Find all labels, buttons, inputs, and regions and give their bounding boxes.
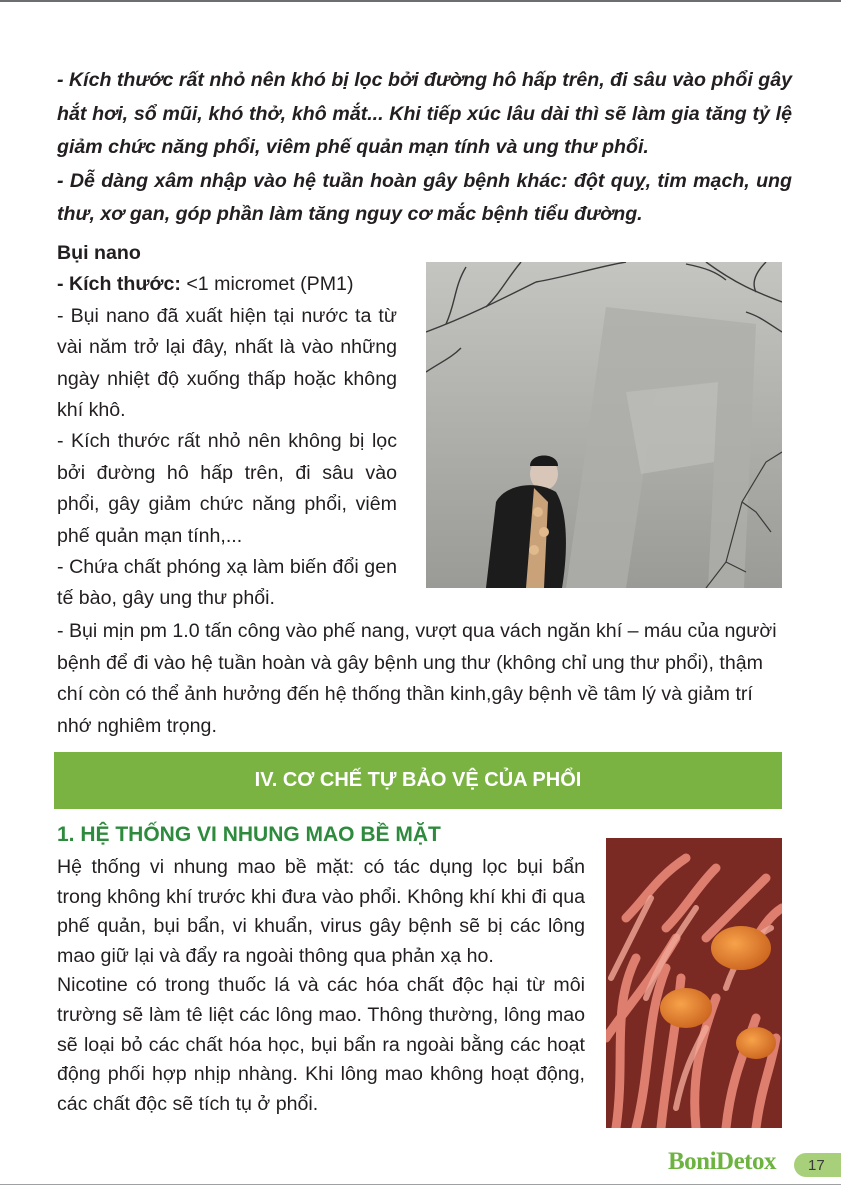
nano-point-1: - Bụi nano đã xuất hiện tại nước ta từ vài năm trở lại đây, nhất là vào những ngày nhiệt độ xuống thấp hoặc không khí khô. <box>57 304 397 422</box>
section-banner <box>54 752 782 809</box>
section-body <box>57 853 585 1119</box>
nano-size-label: - Kích thước: <box>57 273 181 296</box>
intro-bullets <box>57 64 792 232</box>
section-banner-title: IV. CƠ CHẾ TỰ BẢO VỆ CỦA PHỔI <box>254 769 582 791</box>
bottom-rule <box>0 1184 841 1185</box>
nano-size-value: <1 micromet (PM1) <box>180 273 354 296</box>
nano-section <box>57 238 397 615</box>
intro-bullet-2: - Dễ dàng xâm nhập vào hệ tuần hoàn gây bệnh khác: đột quỵ, tim mạch, ung thư, xơ gan, góp phần làm tăng nguy cơ mắc bệnh tiểu đường. <box>57 169 792 225</box>
nano-point-3: - Chứa chất phóng xạ làm biến đổi gen tế bào, gây ung thư phổi. <box>57 556 397 610</box>
top-rule <box>0 0 841 2</box>
section-paragraph-2: Nicotine có trong thuốc lá và các hóa chất độc hại từ môi trường sẽ làm tê liệt các lông mao. Thông thường, lông mao sẽ loại bỏ các chất hóa học, bụi bẩn ra ngoài bằng các hoạt động phối hợp nhịp nhàng. Khi lông mao không hoạt động, các chất độc sẽ tích tụ ở phổi. <box>57 974 585 1115</box>
cilia-photo-illustration <box>606 838 782 1128</box>
section-heading: 1. HỆ THỐNG VI NHUNG MAO BỀ MẶT <box>57 823 441 846</box>
smog-photo <box>426 262 782 588</box>
smog-photo-illustration <box>426 262 782 588</box>
cilia-photo <box>606 838 782 1128</box>
section-paragraph-1: Hệ thống vi nhung mao bề mặt: có tác dụng lọc bụi bẩn trong không khí trước khi đưa vào phổi. Không khí khi đi qua phế quản, bụi bẩn, vi khuẩn, virus gây bệnh sẽ bị các lông mao giữ lại và đẩy ra ngoài thông qua phản xạ ho. <box>57 856 585 967</box>
nano-title: Bụi nano <box>57 242 141 264</box>
nano-point-2: - Kích thước rất nhỏ nên không bị lọc bởi đường hô hấp trên, đi sâu vào phổi, gây giảm chức năng phổi, viêm phế quản mạn tính,... <box>57 430 397 547</box>
pm-paragraph: - Bụi mịn pm 1.0 tấn công vào phế nang, vượt qua vách ngăn khí – máu của người bệnh để đi vào hệ tuần hoàn và gây bệnh ung thư (không chỉ ung thư phổi), thậm chí còn có thể ảnh hưởng đến hệ thống thần kinh,gây bệnh về tâm lý và giảm trí nhớ nghiêm trọng. <box>57 620 777 737</box>
nano-size-line <box>57 269 397 300</box>
intro-bullet-1: - Kích thước rất nhỏ nên khó bị lọc bởi đường hô hấp trên, đi sâu vào phổi gây hắt hơi, sổ mũi, khó thở, khô mắt... Khi tiếp xúc lâu dài thì sẽ làm gia tăng tỷ lệ giảm chức năng phổi, viêm phế quản mạn tính và ung thư phổi. <box>57 69 792 158</box>
page-number: 17 <box>808 1156 825 1174</box>
page-number-badge <box>794 1153 841 1177</box>
brand-logo: BoniDetox <box>668 1148 776 1175</box>
